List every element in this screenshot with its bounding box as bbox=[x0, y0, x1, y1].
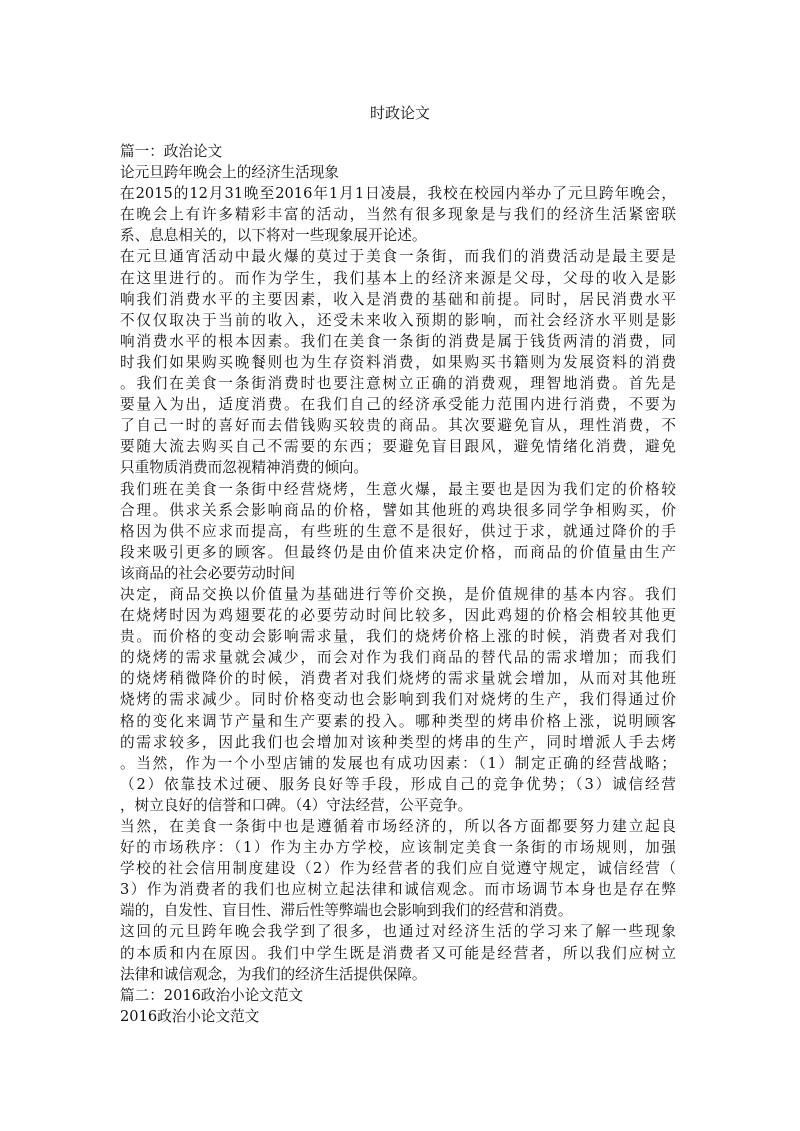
text-line: 篇一：政治论文 bbox=[120, 143, 223, 160]
text-line: 烧烤的需求减少。同时价格变动也会影响到我们对烧烤的生产，我们得通过价 bbox=[120, 691, 676, 709]
text-line: 的需求较多，因此我们也会增加对该种类型的烤串的生产，同时增派人手去烤 bbox=[120, 733, 676, 751]
text-line: 篇二：2016政治小论文范文 bbox=[120, 986, 304, 1004]
text-line: 的烧烤的需求量就会减少，而会对作为我们商品的替代品的需求增加；而我们 bbox=[120, 649, 676, 667]
text-line: 只重物质消费而忽视精神消费的倾向。 bbox=[120, 459, 369, 477]
text-line: 贵。而价格的变动会影响需求量，我们的烧烤价格上涨的时候，消费者对我们 bbox=[120, 628, 676, 646]
text-line: 这回的元旦跨年晚会我学到了很多，也通过对经济生活的学习来了解一些现象 bbox=[120, 923, 676, 941]
text-line: 段来吸引更多的顾客。但最终仍是由价值来决定价格，而商品的价值量由生产 bbox=[120, 543, 676, 561]
text-line: 格因为供不应求而提高，有些班的生意不是很好，供过于求，就通过降价的手 bbox=[120, 522, 676, 540]
text-line: 决定，商品交换以价值量为基础进行等价交换，是价值规律的基本内容。我们 bbox=[120, 585, 676, 603]
document-body bbox=[120, 141, 676, 1027]
text-line: 系、息息相关的，以下将对一些现象展开论述。 bbox=[120, 227, 427, 245]
text-line: 我们班在美食一条街中经营烧烤，生意火爆，最主要也是因为我们定的价格较 bbox=[120, 480, 676, 498]
text-line: 当然，在美食一条街中也是遵循着市场经济的，所以各方面都要努力建立起良 bbox=[120, 818, 676, 835]
document-title: 时政论文 bbox=[369, 104, 430, 122]
text-line: 在元旦通宵活动中最火爆的莫过于美食一条街，而我们的消费活动是最主要是 bbox=[120, 248, 676, 266]
text-line: 了自己一时的喜好而去借钱购买较贵的商品。其次要避免盲从，理性消费，不 bbox=[120, 417, 676, 435]
text-line: （2）依靠技术过硬、服务良好等手段，形成自己的竞争优势；（3）诚信经营 bbox=[120, 775, 676, 793]
text-line: 在烧烤时因为鸡翅要花的必要劳动时间比较多，因此鸡翅的价格会相较其他更 bbox=[120, 607, 676, 625]
text-line: 的本质和内在原因。我们中学生既是消费者又可能是经营者，所以我们应树立 bbox=[120, 944, 676, 962]
text-line: 该商品的社会必要劳动时间 bbox=[120, 564, 296, 582]
text-line: 要量入为出，适度消费。在我们自己的经济承受能力范围内进行消费，不要为 bbox=[120, 396, 676, 414]
text-line: ，树立良好的信誉和口碑。（4）守法经营，公平竞争。 bbox=[120, 796, 473, 814]
text-line: 在2015的12月31晚至2016年1月1日凌晨，我校在校园内举办了元旦跨年晚会， bbox=[120, 185, 676, 203]
text-line: 不仅仅取决于当前的收入，还受未来收入预期的影响，而社会经济水平则是影 bbox=[120, 311, 676, 329]
text-line: 论元旦跨年晚会上的经济生活现象 bbox=[120, 164, 339, 182]
text-line: 学校的社会信用制度建设（2）作为经营者的我们应自觉遵守规定，诚信经营（ bbox=[120, 860, 676, 878]
text-line: 格的变化来调节产量和生产要素的投入。哪种类型的烤串价格上涨，说明顾客 bbox=[120, 712, 676, 730]
text-line: 在这里进行的。而作为学生，我们基本上的经济来源是父母，父母的收入是影 bbox=[120, 269, 676, 287]
text-line: 2016政治小论文范文 bbox=[120, 1007, 260, 1025]
text-line: 的烧烤稍微降价的时候，消费者对我们烧烤的需求量就会增加，从而对其他班 bbox=[120, 670, 676, 688]
text-line: 要随大流去购买自己不需要的东西；要避免盲目跟风，避免情绪化消费，避免 bbox=[120, 438, 676, 456]
text-line: 好的市场秩序：（1）作为主办方学校，应该制定美食一条街的市场规则，加强 bbox=[120, 839, 676, 857]
text-line: 时我们如果购买晚餐则也为生存资料消费，如果购买书籍则为发展资料的消费 bbox=[120, 353, 676, 371]
text-line: 法律和诚信观念，为我们的经济生活提供保障。 bbox=[120, 965, 427, 983]
text-line: 响我们消费水平的主要因素，收入是消费的基础和前提。同时，居民消费水平 bbox=[120, 290, 676, 308]
text-line: 。我们在美食一条街消费时也要注意树立正确的消费观，理智地消费。首先是 bbox=[120, 375, 676, 393]
text-line: 在晚会上有许多精彩丰富的活动，当然有很多现象是与我们的经济生活紧密联 bbox=[120, 206, 676, 224]
text-line: 端的，自发性、盲目性、滞后性等弊端也会影响到我们的经营和消费。 bbox=[120, 902, 573, 920]
text-line: 。当然，作为一个小型店铺的发展也有成功因素：（1）制定正确的经营战略； bbox=[120, 754, 676, 772]
text-line: 响消费水平的根本因素。我们在美食一条街的消费是属于钱货两清的消费，同 bbox=[120, 332, 676, 350]
text-line: 3）作为消费者的我们也应树立起法律和诚信观念。而市场调节本身也是存在弊 bbox=[120, 881, 676, 899]
text-line: 合理。供求关系会影响商品的价格，譬如其他班的鸡块很多同学争相购买，价 bbox=[120, 501, 676, 519]
